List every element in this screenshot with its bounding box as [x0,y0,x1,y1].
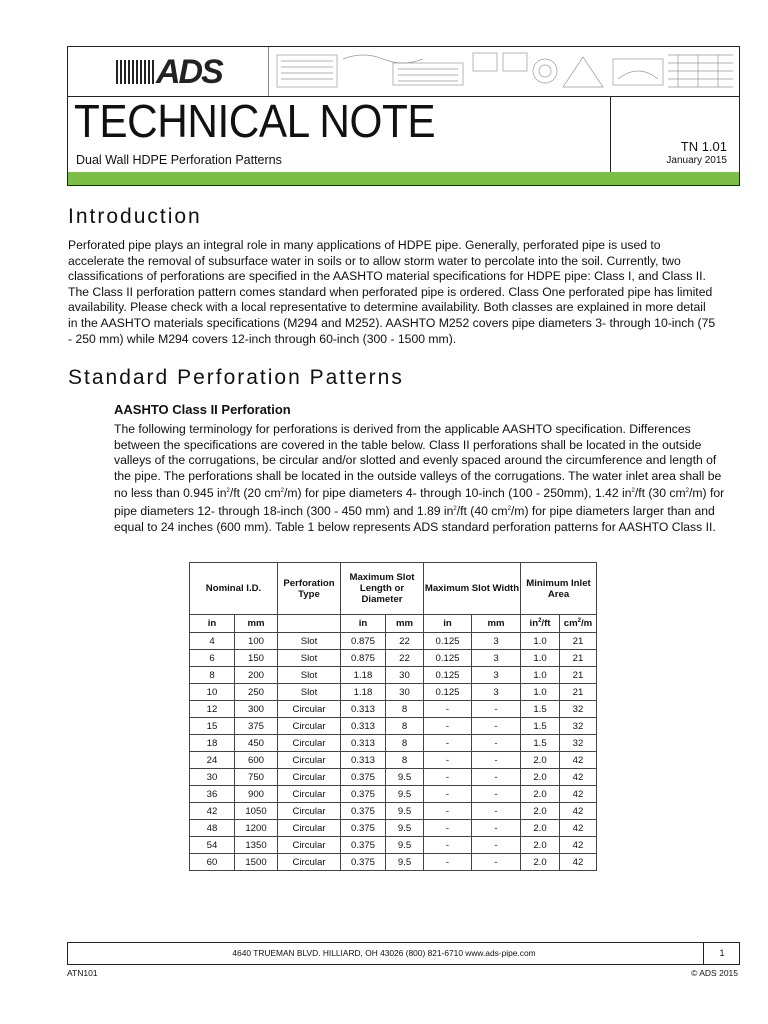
table-cell: Slot [278,650,341,667]
table-row [190,854,597,871]
table-cell: 12 [190,701,235,718]
table-cell: Circular [278,854,341,871]
table-cell: 2.0 [521,786,560,803]
table-cell: - [424,837,472,854]
table-cell: 100 [235,633,278,650]
footer-box [67,942,740,965]
table-unit-row [190,615,597,633]
table-cell: 0.313 [341,752,386,769]
header-min-inlet-area: Minimum Inlet Area [521,563,597,615]
table-cell: 0.375 [341,803,386,820]
standard-heading: Standard Perforation Patterns [68,366,404,389]
class-ii-paragraph: The following terminology for perforations is derived from the applicable AASHTO specification. Differences between the specifications are covered in the table below. Class II perforations shall be located in the outside valleys of the corrugations, be circular and/or slotted and evenly spaced around the circumference and length of the pipe. The perforations shall be located in the outside valleys of the corrugations. The water inlet area shall be no less than 0.945 $in^2/ft$ (20 $cm^2/m$) for pipe diameters 4- through 10-inch (100 - 250mm), 1.42 $in^2/ft$ (30 $cm^2/m$) for pipe diameters 12- through 18-inch (300 - 450 mm) and 1.89 $in^2/ft$ (40 $cm^2/m$) for pipe diameters larger than and equal to 24 inches (600 mm). Table 1 below represents ADS standard perforation patterns for AASHTO Class II. [114,422,725,534]
table-cell: 1.0 [521,684,560,701]
table-cell: 375 [235,718,278,735]
green-accent-bar [68,172,739,185]
table-cell: 9.5 [386,803,424,820]
table-cell: 2.0 [521,837,560,854]
table-cell: 22 [386,650,424,667]
table-cell: 9.5 [386,837,424,854]
table-cell: 4 [190,633,235,650]
table-cell: 2.0 [521,752,560,769]
table-cell: 1.18 [341,667,386,684]
table-cell: - [472,752,521,769]
table-cell: 8 [386,718,424,735]
tn-date: January 2015 [666,155,727,166]
table-cell: 450 [235,735,278,752]
table-cell: 1500 [235,854,278,871]
table-cell: 300 [235,701,278,718]
intro-heading: Introduction [68,205,202,228]
header-max-slot-width: Maximum Slot Width [424,563,521,615]
table-row [190,667,597,684]
table-cell: 42 [560,786,597,803]
table-cell: 1.0 [521,667,560,684]
table-cell: 0.125 [424,684,472,701]
table-cell: 15 [190,718,235,735]
table-cell: 8 [190,667,235,684]
table-cell: 60 [190,854,235,871]
table-cell: - [424,769,472,786]
table-cell: - [424,854,472,871]
unit-mm: mm [235,615,278,633]
table-cell: 42 [560,854,597,871]
intro-paragraph: Perforated pipe plays an integral role in many applications of HDPE pipe. Generally, perforated pipe is used to accelerate the removal of subsurface water in soils or to allow storm water to percolate into the soil. Currently, two classifications of perforations are specified in the AASHTO material specifications for HDPE pipe: Class I, and Class II. The Class II perforation pattern comes standard when perforated pipe is ordered. Class One perforated pipe has limited availability. Please check with a local representative to determine availability. Both classes are explained in more detail in the AASHTO materials specifications (M294 and M252). AASHTO M252 covers pipe diameters 3- through 10-inch (75 - 250 mm) while M294 covers 12-inch through 60-inch (300 - 1500 mm). [68,238,716,346]
header-perforation-type: Perforation Type [278,563,341,615]
table-cell: 42 [190,803,235,820]
table-cell: 200 [235,667,278,684]
unit-in: in [424,615,472,633]
table-cell: - [424,820,472,837]
table-row [190,837,597,854]
table-cell: 3 [472,633,521,650]
header-nominal-id: Nominal I.D. [190,563,278,615]
table-cell: - [472,769,521,786]
table-cell: 10 [190,684,235,701]
table-cell: 1.5 [521,735,560,752]
table-cell: 42 [560,837,597,854]
table-row [190,820,597,837]
table-cell: 3 [472,667,521,684]
table-cell: 0.375 [341,769,386,786]
table-cell: - [472,701,521,718]
title-cell [68,96,611,173]
page-title: TECHNICAL NOTE [74,95,436,147]
page-subtitle: Dual Wall HDPE Perforation Patterns [76,153,282,167]
table-cell: 1050 [235,803,278,820]
table-cell: Circular [278,701,341,718]
table-cell: - [472,735,521,752]
table-cell: 30 [386,667,424,684]
footer-address: 4640 TRUEMAN BLVD. HILLIARD, OH 43026 (800) 821-6710 www.ads-pipe.com [232,948,536,958]
table-cell: 750 [235,769,278,786]
table-cell: 2.0 [521,803,560,820]
table-cell: 2.0 [521,769,560,786]
table-cell: 600 [235,752,278,769]
table-row [190,803,597,820]
table-cell: 0.375 [341,837,386,854]
unit-in: in [190,615,235,633]
table-cell: 0.313 [341,718,386,735]
table-cell: 0.313 [341,735,386,752]
table-cell: 3 [472,650,521,667]
table-cell: - [472,820,521,837]
table-cell: Circular [278,769,341,786]
header-max-slot-length: Maximum Slot Length or Diameter [341,563,424,615]
unit-in2-ft: $in^2/ft$ [521,615,560,633]
table-cell: 32 [560,735,597,752]
page-number: 1 [719,948,725,958]
table-cell: 900 [235,786,278,803]
table-cell: 9.5 [386,769,424,786]
logo-text: ADS [156,53,222,91]
table-cell: 42 [560,769,597,786]
table-cell: 42 [560,752,597,769]
table-cell: 32 [560,718,597,735]
table-cell: 48 [190,820,235,837]
table-cell: - [424,735,472,752]
table-cell: 8 [386,752,424,769]
logo-divider [268,47,269,96]
table-cell: - [472,803,521,820]
table-cell: 0.375 [341,820,386,837]
table-cell: 250 [235,684,278,701]
header-box [67,46,740,186]
unit-mm: mm [472,615,521,633]
table-cell: 21 [560,684,597,701]
table-cell: 1.5 [521,701,560,718]
table-cell: 21 [560,633,597,650]
table-cell: Circular [278,718,341,735]
logo-row [68,47,739,97]
table-cell: 21 [560,667,597,684]
table-row [190,752,597,769]
table-cell: 30 [190,769,235,786]
table-cell: 2.0 [521,820,560,837]
table-cell: - [472,718,521,735]
table-cell: 36 [190,786,235,803]
table-cell: 1.18 [341,684,386,701]
unit-cm2-m: $cm^2/m$ [560,615,597,633]
table-cell: 54 [190,837,235,854]
table-cell: Slot [278,667,341,684]
table-cell: 1200 [235,820,278,837]
class-ii-subheading: AASHTO Class II Perforation [114,402,291,417]
table-row [190,650,597,667]
table-cell: - [424,752,472,769]
table-cell: 0.125 [424,633,472,650]
table-row [190,633,597,650]
table-cell: - [424,701,472,718]
table-cell: Slot [278,633,341,650]
table-cell: - [472,854,521,871]
table-cell: 9.5 [386,820,424,837]
table-cell: 21 [560,650,597,667]
table-cell: Circular [278,837,341,854]
table-header-row [190,563,597,615]
table-cell: 8 [386,701,424,718]
table-cell: 1.0 [521,633,560,650]
table-body [190,633,597,871]
unit-mm: mm [386,615,424,633]
table-cell: - [424,803,472,820]
table-row [190,735,597,752]
table-cell: 6 [190,650,235,667]
table-row [190,718,597,735]
table-cell: - [424,718,472,735]
table-cell: 1.0 [521,650,560,667]
tn-number: TN 1.01 [680,139,727,154]
table-cell: 0.125 [424,667,472,684]
table-cell: Circular [278,820,341,837]
table-cell: 0.375 [341,786,386,803]
table-cell: 150 [235,650,278,667]
table-cell: 18 [190,735,235,752]
table-cell: 0.375 [341,854,386,871]
table-cell: 9.5 [386,786,424,803]
table-cell: - [424,786,472,803]
logo-stripes-icon [116,60,154,84]
table-cell: 0.125 [424,650,472,667]
table-cell: 1.5 [521,718,560,735]
table-cell: 8 [386,735,424,752]
blueprint-drawing-icon [273,49,737,94]
table-cell: - [472,837,521,854]
table-row [190,769,597,786]
table-cell: Circular [278,752,341,769]
ads-logo [116,55,222,89]
table-cell: Circular [278,803,341,820]
table-cell: 1350 [235,837,278,854]
table-cell: 0.875 [341,650,386,667]
table-cell: 2.0 [521,854,560,871]
perforation-table [189,562,597,871]
title-row [68,96,739,173]
table-cell: 9.5 [386,854,424,871]
table-row [190,786,597,803]
table-cell: 42 [560,820,597,837]
table-cell: - [472,786,521,803]
table-cell: Slot [278,684,341,701]
table-row [190,684,597,701]
table-cell: 22 [386,633,424,650]
table-cell: Circular [278,786,341,803]
table-cell: 3 [472,684,521,701]
table-row [190,701,597,718]
table-cell: 24 [190,752,235,769]
copyright: © ADS 2015 [691,968,738,978]
doc-code: ATN101 [67,968,98,978]
table-cell: 32 [560,701,597,718]
unit-type-blank [278,615,341,633]
table-cell: 30 [386,684,424,701]
unit-in: in [341,615,386,633]
table-cell: 0.875 [341,633,386,650]
table-cell: 0.313 [341,701,386,718]
table-cell: Circular [278,735,341,752]
table-cell: 42 [560,803,597,820]
